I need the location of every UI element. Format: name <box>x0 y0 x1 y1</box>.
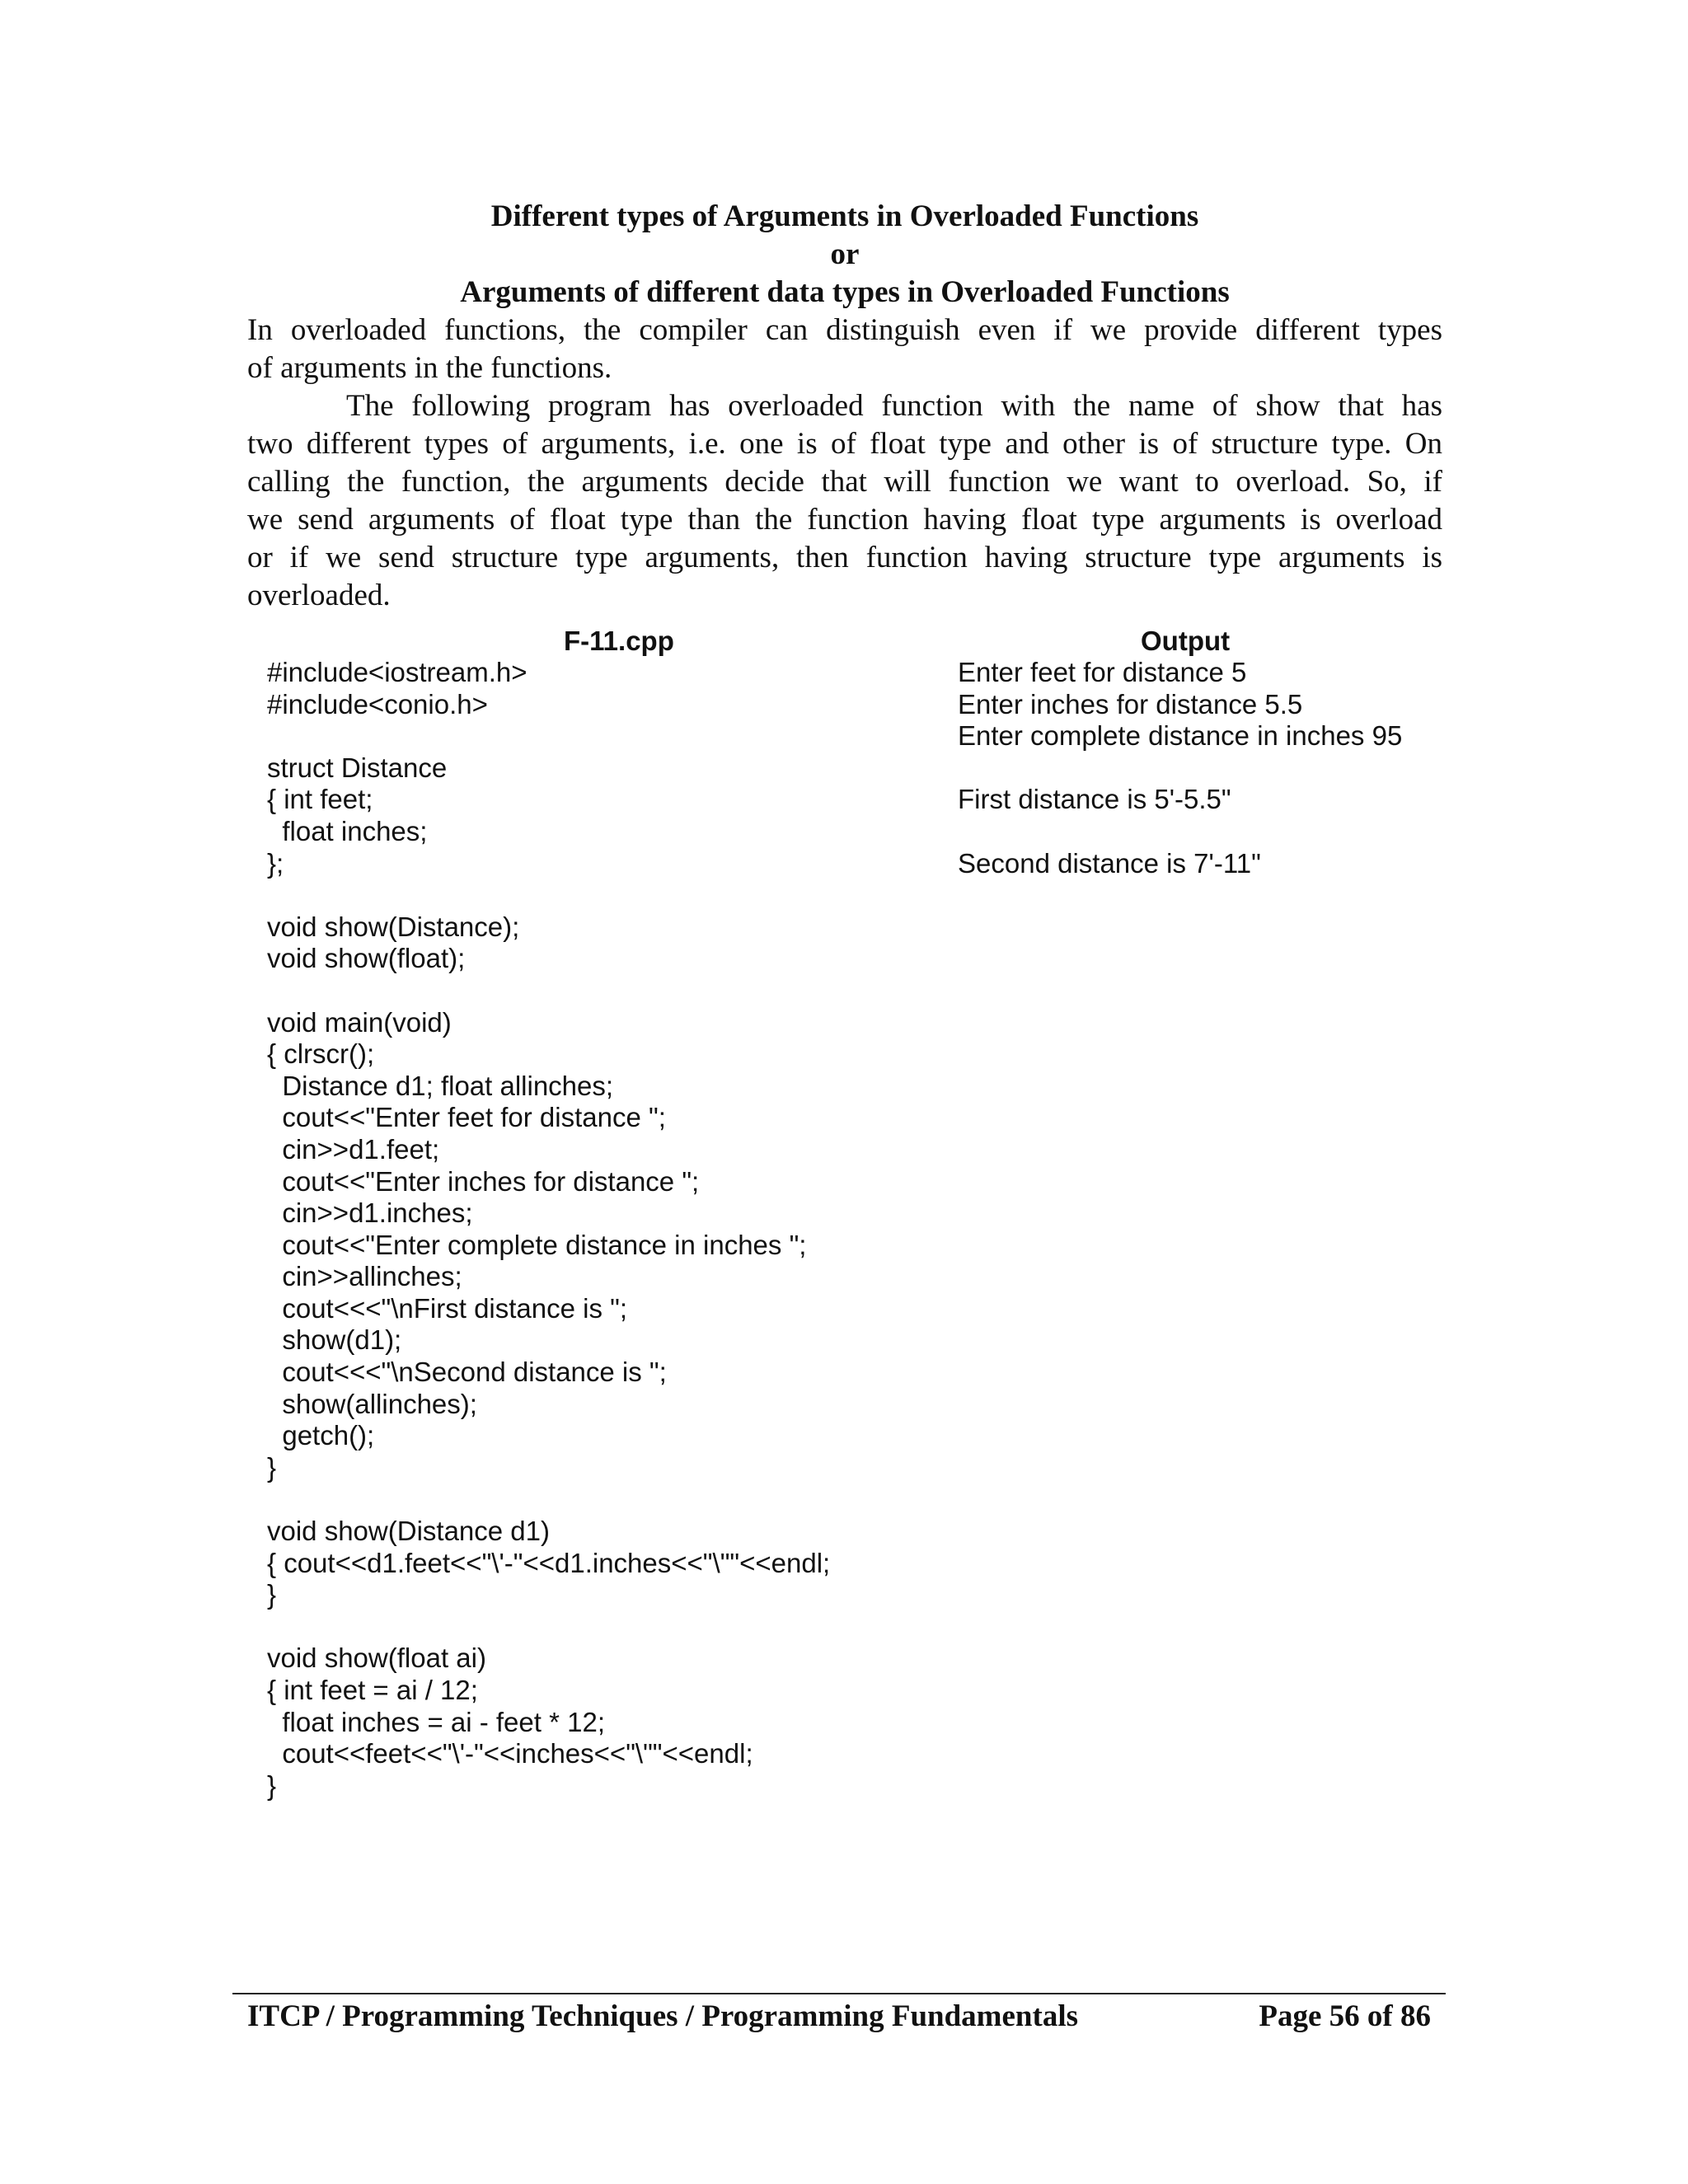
code-line: } <box>267 1579 277 1610</box>
code-line <box>267 720 830 752</box>
code-line: cout<<feet<<"\'-"<<inches<<"\""<<endl; <box>267 1738 753 1769</box>
paragraph-line: The following program has overloaded function with the name of show that has <box>346 389 1442 423</box>
code-line: }; <box>267 847 284 879</box>
code-line: void show(Distance); <box>267 911 520 942</box>
code-line: { int feet = ai / 12; <box>267 1675 478 1705</box>
code-line: cout<<<"\nSecond distance is "; <box>267 1357 667 1388</box>
footer-divider <box>232 1993 1446 1994</box>
code-line: cout<<"Enter complete distance in inches "; <box>267 1229 807 1260</box>
code-line: void main(void) <box>267 1006 452 1038</box>
output-line: First distance is 5'-5.5" <box>958 784 1231 815</box>
paragraph-line: overloaded. <box>247 579 391 612</box>
program-output <box>958 657 1402 879</box>
code-line: } <box>267 1769 277 1801</box>
page-number: Page 56 of 86 <box>1259 1999 1431 2033</box>
paragraph-line: or if we send structure type arguments, then function having structure type arguments is <box>247 541 1442 574</box>
code-listing <box>267 657 830 1802</box>
code-line: cout<<<"\nFirst distance is "; <box>267 1292 628 1324</box>
code-file-title: F-11.cpp <box>564 626 674 656</box>
output-line <box>958 752 1402 785</box>
code-line <box>267 975 830 1007</box>
code-line <box>267 1483 830 1516</box>
code-line: { int feet; <box>267 784 373 815</box>
code-line: cin>>allinches; <box>267 1261 462 1292</box>
code-line: void show(float); <box>267 943 466 974</box>
code-line <box>267 879 830 912</box>
code-line <box>267 1611 830 1643</box>
code-line: #include<iostream.h> <box>267 657 528 687</box>
output-line: Enter complete distance in inches 95 <box>958 720 1403 752</box>
code-line: float inches = ai - feet * 12; <box>267 1706 605 1737</box>
code-line: Distance d1; float allinches; <box>267 1070 614 1101</box>
paragraph-line: we send arguments of float type than the function having float type arguments is overload <box>247 503 1442 537</box>
body-paragraph <box>247 387 1442 615</box>
output-line <box>958 816 1402 848</box>
output-title: Output <box>1141 626 1231 656</box>
code-line: void show(float ai) <box>267 1643 486 1674</box>
output-line: Second distance is 7'-11" <box>958 847 1261 879</box>
paragraph-line: calling the function, the arguments decide that will function we want to overload. So, if <box>247 465 1442 499</box>
section-title-or: or <box>830 237 860 271</box>
code-line: cout<<"Enter feet for distance "; <box>267 1102 666 1133</box>
footer-course-title: ITCP / Programming Techniques / Programming Fundamentals <box>247 1999 1078 2033</box>
code-line: getch(); <box>267 1420 375 1451</box>
output-line: Enter inches for distance 5.5 <box>958 688 1303 719</box>
code-line: void show(Distance d1) <box>267 1516 550 1547</box>
code-line: } <box>267 1451 277 1483</box>
code-line: cin>>d1.inches; <box>267 1197 473 1229</box>
code-line: #include<conio.h> <box>267 688 488 719</box>
intro-paragraph <box>247 312 1442 387</box>
code-line: cout<<"Enter inches for distance "; <box>267 1165 700 1197</box>
section-subtitle: Arguments of different data types in Overloaded Functions <box>460 275 1230 309</box>
paragraph-line: two different types of arguments, i.e. one is of float type and other is of structure type. On <box>247 427 1442 461</box>
code-line: show(d1); <box>267 1324 402 1356</box>
code-line: { cout<<d1.feet<<"\'-"<<d1.inches<<"\""<<endl; <box>267 1547 831 1578</box>
code-line: float inches; <box>267 815 428 846</box>
code-line: show(allinches); <box>267 1388 477 1419</box>
code-line: { clrscr(); <box>267 1038 375 1070</box>
intro-line: In overloaded functions, the compiler can distinguish even if we provide different types <box>247 313 1442 347</box>
section-title: Different types of Arguments in Overloaded Functions <box>490 199 1199 233</box>
code-line: cin>>d1.feet; <box>267 1133 440 1165</box>
intro-line: of arguments in the functions. <box>247 351 612 385</box>
code-line: struct Distance <box>267 752 448 783</box>
output-line: Enter feet for distance 5 <box>958 657 1247 687</box>
